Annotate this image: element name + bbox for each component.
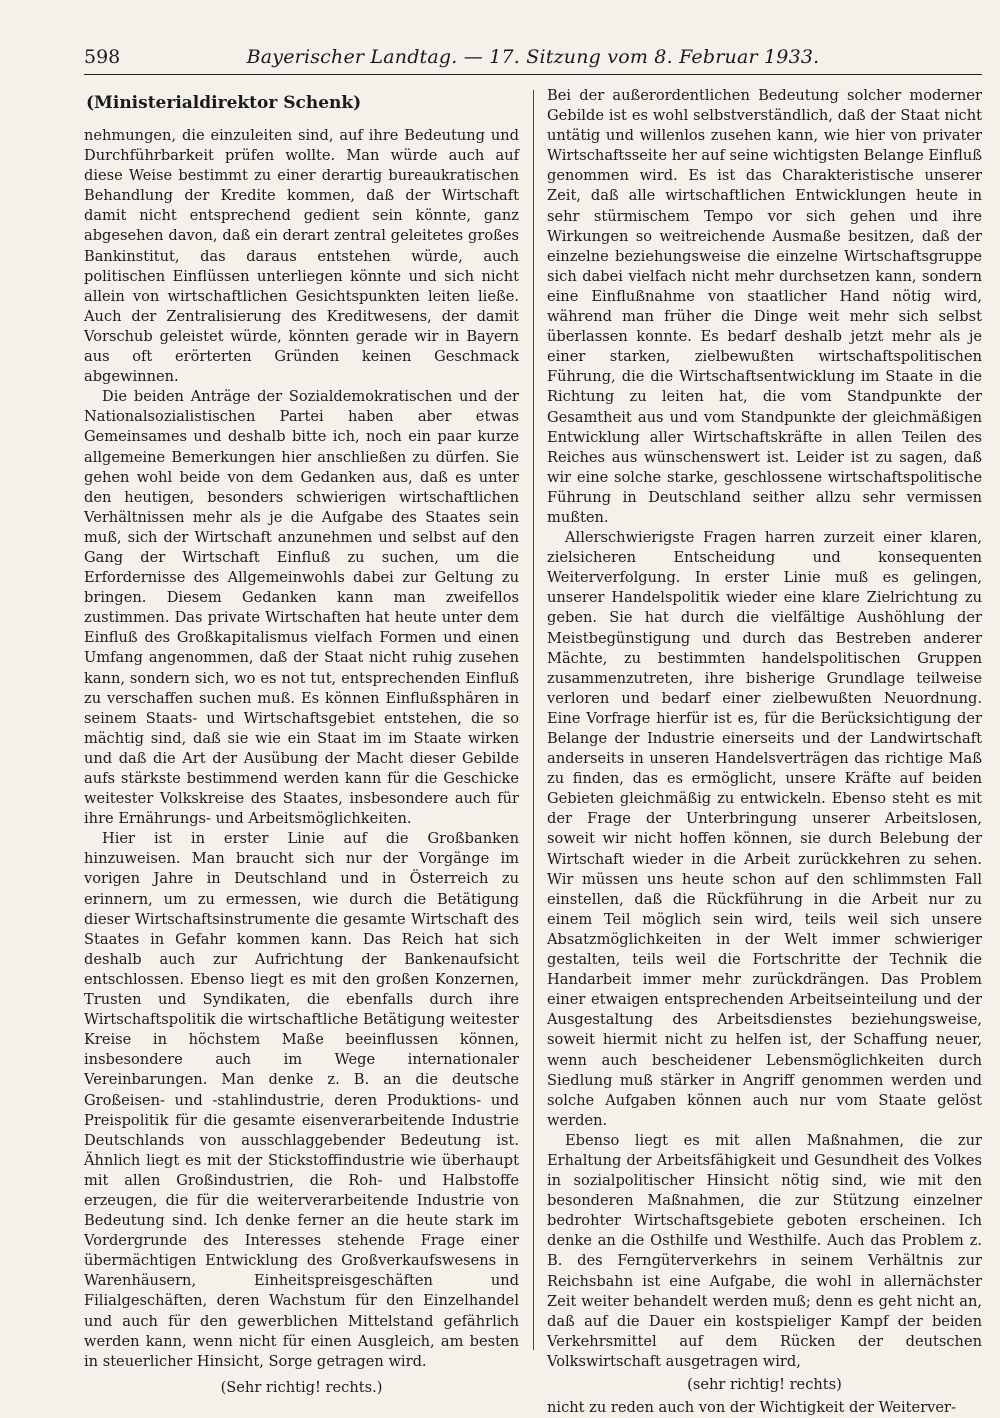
paragraph: Hier ist in erster Linie auf die Großbanken hinzuweisen. Man braucht sich nur der Vorgänge im vorigen Jahre in Deutschland und in Österreich zu erinnern, um zu ermessen, wie durch die Betätigung dieser Wirtschaftsinstrumente die gesamte Wirtschaft des Staates in Gefahr kommen kann. Das Reich hat sich deshalb auch zur Aufrichtung der Bankenaufsicht entschlossen. Ebenso liegt es mit den großen Konzernen, Trusten und Syndikaten, die ebenfalls durch ihre Wirtschaftspolitik die wirtschaftliche Betätigung weitester Kreise in höchstem Maße beeinflussen können, insbesondere auch im Wege internationaler Vereinbarungen. Man denke z. B. an die deutsche Großeisen- und -stahlindustrie, deren Produktions- und Preispolitik für die gesamte eisenverarbeitende Industrie Deutschlands von ausschlaggebender Bedeutung ist. Ähnlich liegt es mit der Stickstoffindustrie wie überhaupt mit allen Großindustrien, die Roh- und Halbstoffe erzeugen, die für die weiterverarbeitende Industrie von Bedeutung sind. Ich denke ferner an die heute stark im Vordergrunde des Interesses stehende Frage einer übermächtigen Entwicklung des Großverkaufswesens in Warenhäusern, Einheitspreisgeschäften und Filialgeschäften, deren Wachstum für den Einzelhandel und auch für den gewerblichen Mittelstand gefährlich werden kann, wenn nicht für einen Ausgleich, am besten in steuerlicher Hinsicht, Sorge getragen wird. (84, 830, 519, 1370)
column-divider (533, 90, 534, 1350)
paragraph: Bei der außerordentlichen Bedeutung solcher moderner Gebilde ist es wohl selbstverständlich, daß der Staat nicht untätig und willenlos zusehen kann, wie hier von privater Wirtschaftsseite her auf seine wichtigsten Belange Einfluß genommen wird. Es ist das Charakteristische unserer Zeit, daß alle wirtschaftlichen Entwicklungen heute in sehr stürmischem Tempo vor sich gehen und ihre Wirkungen so weitreichende Ausmaße besitzen, daß der einzelne beziehungsweise die einzelne Wirtschaftsgruppe sich dabei vielfach nicht mehr durchsetzen kann, sondern eine Einflußnahme von staatlicher Hand nötig wird, während man früher die Dinge weit mehr sich selbst überlassen konnte. Es bedarf deshalb jetzt mehr als je einer starken, zielbewußten wirtschaftspolitischen Führung, die die Wirtschaftsentwicklung im Staate in die Richtung zu leiten hat, die vom Standpunkte der Gesamtheit aus und vom Standpunkte der gleichmäßigen Entwicklung aller Wirtschaftskräfte in allen Teilen des Reiches aus wünschenswert ist. Leider ist zu sagen, daß wir eine solche starke, geschlossene wirtschaftspolitische Führung in Deutschland seither allzu sehr vermissen mußten. (547, 87, 982, 526)
paragraph: Allerschwierigste Fragen harren zurzeit einer klaren, zielsicheren Entscheidung und konsequenten Weiterverfolgung. In erster Linie muß es gelingen, unserer Handelspolitik wieder eine klare Zielrichtung zu geben. Sie hat durch die vielfältige Aushöhlung der Meistbegünstigung und durch das Bestreben anderer Mächte, zu bestimmten handelspolitischen Gruppen zusammenzutreten, ihre bisherige Grundlage teilweise verloren und bedarf einer zielbewußten Neuordnung. Eine Vorfrage hierfür ist es, für die Berücksichtigung der Belange der Industrie einerseits und der Landwirtschaft anderseits in unseren Handelsverträgen das richtige Maß zu finden, das es ermöglicht, unsere Kräfte auf beiden Gebieten gleichmäßig zu entwickeln. Ebenso steht es mit der Frage der Unterbringung unserer Arbeitslosen, soweit wir nicht hoffen können, sie durch Belebung der Wirtschaft wieder in die Arbeit zurückkehren zu sehen. Wir müssen uns heute schon auf den schlimmsten Fall einstellen, daß die Rückführung in die Arbeit nur zu einem Teil möglich sein wird, teils weil sich unsere Absatzmöglichkeiten in der Welt immer schwieriger gestalten, teils weil die Fortschritte der Technik die Handarbeit immer mehr zurückdrängen. Das Problem einer etwaigen entsprechenden Arbeitseinteilung und der Ausgestaltung des Arbeitsdienstes beziehungsweise, soweit hiermit nicht zu helfen ist, der Schaffung neuer, wenn auch bescheidener Lebensmöglichkeiten durch Siedlung muß stärker in Angriff genommen werden und solche Aufgaben können auch nur vom Staate gelöst werden. (547, 529, 982, 1129)
closing-line: nicht zu reden auch von der Wichtigkeit der Weiterver- (547, 1399, 956, 1417)
interjection: (sehr richtig! rechts) (687, 1376, 842, 1393)
right-column (547, 86, 982, 1417)
paragraph: nehmungen, die einzuleiten sind, auf ihre Bedeutung und Durchführbarkeit prüfen wollte. Man würde auch auf diese Weise bestimmt zu einer derartig bureaukratischen Behandlung der Kredite kommen, daß der Wirtschaft damit nicht entsprechend gedient sein könnte, ganz abgesehen davon, daß ein derart zentral geleitetes großes Bankinstitut, das daraus entstehen würde, auch politischen Einflüssen unterliegen könnte und sich nicht allein von wirtschaftlichen Gesichtspunkten leiten ließe. Auch der Zentralisierung des Kreditwesens, der damit Vorschub geleistet würde, könnten gerade wir in Bayern aus oft erörterten Gründen keinen Geschmack abgewinnen. (84, 127, 519, 386)
interjection: (Sehr richtig! rechts.) (220, 1378, 383, 1396)
paragraph: Die beiden Anträge der Sozialdemokratischen und der Nationalsozialistischen Partei haben aber etwas Gemeinsames und deshalb bitte ich, noch ein paar kurze allgemeine Bemerkungen hier anschließen zu dürfen. Sie gehen wohl beide von dem Gedanken aus, daß es unter den heutigen, besonders schwierigen wirtschaftlichen Verhältnissen mehr als je die Aufgabe des Staates sein muß, sich der Wirtschaft anzunehmen und selbst auf den Gang der Wirtschaft Einfluß zu suchen, um die Erfordernisse des Allgemeinwohls dabei zur Geltung zu bringen. Diesem Gedanken kann man zweifellos zustimmen. Das private Wirtschaften hat heute unter dem Einfluß des Großkapitalismus vielfach Formen und einen Umfang angenommen, daß der Staat nicht ruhig zusehen kann, sondern sich, wo es not tut, entsprechenden Einfluß zu verschaffen suchen muß. Es können Einflußsphären in seinem Staats- und Wirtschaftsgebiet entstehen, die so mächtig sind, daß sie wie ein Staat im im Staate wirken und daß die Art der Ausübung der Macht dieser Gebilde aufs stärkste bestimmend werden kann für die Geschicke weitester Volkskreise des Staates, insbesondere auch für ihre Ernährungs- und Arbeitsmöglichkeiten. (84, 388, 519, 828)
page-number: 598 (84, 46, 121, 68)
left-column (84, 86, 519, 1396)
speaker-marker: (Ministerialdirektor Schenk) (86, 93, 362, 113)
text-columns (84, 86, 982, 1417)
paragraph: Ebenso liegt es mit allen Maßnahmen, die zur Erhaltung der Arbeitsfähigkeit und Gesundheit des Volkes in sozialpolitischer Hinsicht nötig sind, wie mit den besonderen Maßnahmen, die zur Stützung einzelner bedrohter Wirtschaftsgebiete geboten erscheinen. Ich denke an die Osthilfe und Westhilfe. Auch das Problem z. B. des Ferngüterverkehrs in seinem Verhältnis zur Reichsbahn ist eine Aufgabe, die wohl in allernächster Zeit weiter behandelt werden muß; denn es geht nicht an, daß auf die Dauer ein kostspieliger Kampf der beiden Verkehrsmittel auf dem Rücken der deutschen Volkswirtschaft ausgetragen wird, (547, 1131, 982, 1370)
running-title: Bayerischer Landtag. — 17. Sitzung vom 8. Februar 1933. (246, 46, 820, 68)
page-header (84, 44, 982, 75)
